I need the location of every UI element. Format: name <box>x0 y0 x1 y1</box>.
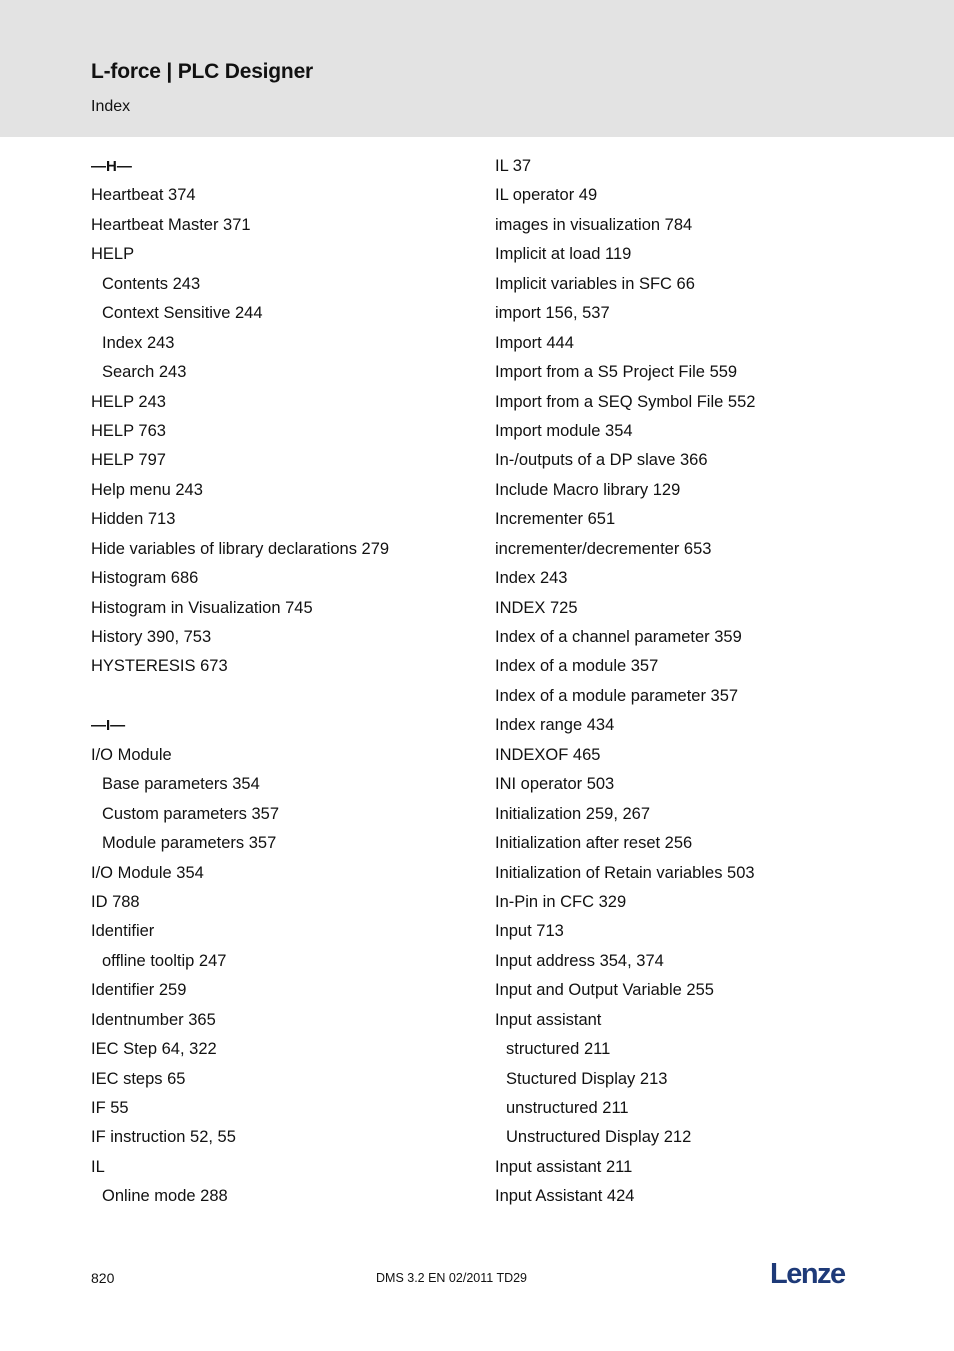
index-subentry: Module parameters 357 <box>102 834 277 853</box>
index-entry: Input address 354, 374 <box>495 951 664 970</box>
index-entry: I/O Module 354 <box>91 863 204 882</box>
index-entry: Histogram 686 <box>91 569 199 588</box>
index-entry: Initialization after reset 256 <box>495 834 693 853</box>
index-subentry: Base parameters 354 <box>102 775 260 794</box>
index-entry: In-Pin in CFC 329 <box>495 892 627 911</box>
index-subentry: structured 211 <box>506 1040 611 1059</box>
index-entry: HELP <box>91 245 135 264</box>
index-entry: Hidden 713 <box>91 510 176 529</box>
index-subentry: Online mode 288 <box>102 1187 228 1206</box>
index-entry: I/O Module <box>91 745 172 764</box>
index-entry: import 156, 537 <box>495 304 610 323</box>
index-entry: HELP 763 <box>91 421 166 440</box>
logo-text: Lenze <box>770 1258 845 1288</box>
index-entry: IEC Step 64, 322 <box>91 1040 217 1059</box>
lenze-logo <box>770 1258 852 1293</box>
index-entry: History 390, 753 <box>91 628 212 646</box>
index-entry: HYSTERESIS 673 <box>91 657 228 676</box>
index-entry: Import from a S5 Project File 559 <box>495 363 738 382</box>
index-entry: Implicit at load 119 <box>495 245 632 264</box>
index-entry: In-/outputs of a DP slave 366 <box>495 451 708 470</box>
index-subentry: Contents 243 <box>102 274 201 293</box>
section-subtitle: Index <box>91 98 131 115</box>
document-title: L-force | PLC Designer <box>91 60 314 83</box>
index-entry: Histogram in Visualization 745 <box>91 598 313 617</box>
index-section-heading: —I— <box>91 717 126 735</box>
index-subentry: Unstructured Display 212 <box>506 1128 692 1147</box>
index-entry: Identifier 259 <box>91 981 187 1000</box>
index-entry: INI operator 503 <box>495 775 615 794</box>
index-entry: Input and Output Variable 255 <box>495 981 714 1000</box>
index-entry: Hide variables of library declarations 279 <box>91 539 390 558</box>
index-subentry: offline tooltip 247 <box>102 951 227 970</box>
index-entry: images in visualization 784 <box>495 215 693 234</box>
index-entry: Import from a SEQ Symbol File 552 <box>495 392 756 411</box>
page-number: 820 <box>91 1270 115 1286</box>
document-id: DMS 3.2 EN 02/2011 TD29 <box>376 1271 528 1285</box>
index-entry: Index 243 <box>495 569 568 588</box>
index-subentry: Index 243 <box>102 333 175 352</box>
index-entry: Input assistant 211 <box>495 1157 633 1176</box>
index-entry: Import 444 <box>495 333 574 352</box>
index-entry: Implicit variables in SFC 66 <box>495 274 695 293</box>
index-subentry: Custom parameters 357 <box>102 804 279 823</box>
index-entry: IF instruction 52, 55 <box>91 1128 236 1147</box>
index-entry: Include Macro library 129 <box>495 480 681 499</box>
index-entry: HELP 243 <box>91 392 166 411</box>
index-entry: Heartbeat 374 <box>91 186 196 205</box>
index-subentry: Stuctured Display 213 <box>506 1069 668 1088</box>
page-header <box>0 0 954 137</box>
index-entry: Index of a module parameter 357 <box>495 686 739 705</box>
index-subentry: Search 243 <box>102 363 187 382</box>
index-entry: IL 37 <box>495 157 532 175</box>
index-entry: Input 713 <box>495 922 564 941</box>
index-entry: incrementer/decrementer 653 <box>495 539 712 558</box>
index-entry: IL <box>91 1157 105 1176</box>
index-entry: IF 55 <box>91 1099 129 1117</box>
index-entry: Help menu 243 <box>91 480 203 499</box>
index-entry: Import module 354 <box>495 421 633 440</box>
index-entry: Identifier <box>91 922 155 941</box>
index-entry: Initialization of Retain variables 503 <box>495 863 755 882</box>
index-entry: Input Assistant 424 <box>495 1187 635 1206</box>
index-column-left <box>91 152 389 1212</box>
index-entry: IEC steps 65 <box>91 1069 186 1088</box>
index-entry: Identnumber 365 <box>91 1010 216 1029</box>
index-entry: INDEX 725 <box>495 598 578 617</box>
index-entry: Initialization 259, 267 <box>495 804 651 823</box>
index-entry: Input assistant <box>495 1010 602 1029</box>
index-section-heading: —H— <box>91 158 132 175</box>
index-column-right <box>495 152 755 1212</box>
index-entry: Index of a module 357 <box>495 657 659 676</box>
index-entry: ID 788 <box>91 892 140 911</box>
index-entry: Index range 434 <box>495 716 615 735</box>
index-subentry: Context Sensitive 244 <box>102 304 263 323</box>
index-entry: Heartbeat Master 371 <box>91 215 251 234</box>
index-subentry: unstructured 211 <box>506 1099 629 1117</box>
index-entry: INDEXOF 465 <box>495 745 601 764</box>
index-entry: Index of a channel parameter 359 <box>495 628 742 646</box>
index-entry: HELP 797 <box>91 451 166 470</box>
index-entry: IL operator 49 <box>495 186 598 205</box>
index-entry: Incrementer 651 <box>495 510 616 529</box>
index-spacer <box>91 682 389 711</box>
